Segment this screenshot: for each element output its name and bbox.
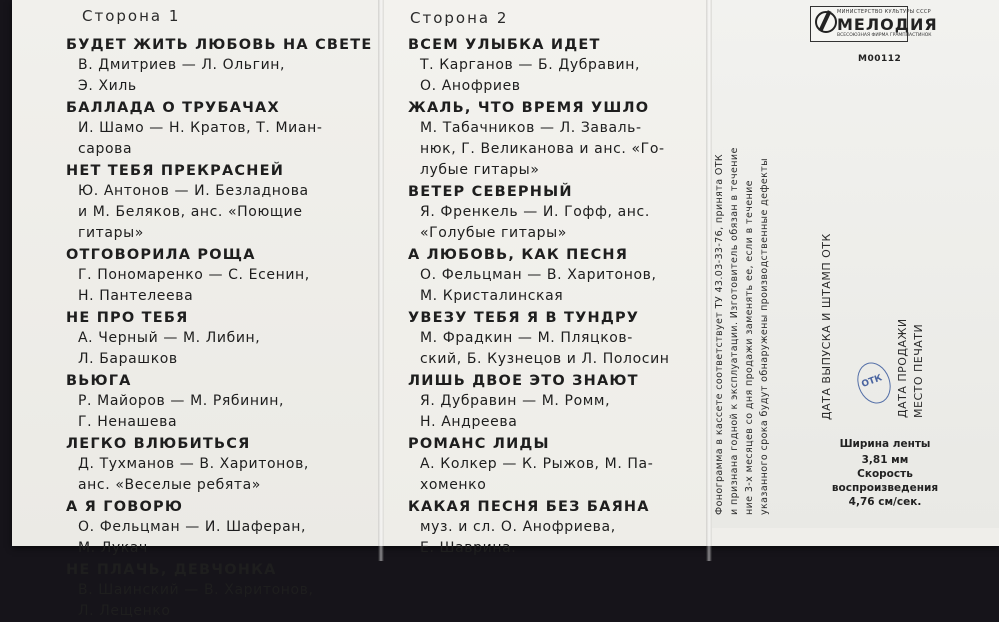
- track-credit: М. Лукач: [78, 540, 148, 556]
- track-credit: Н. Пантелеева: [78, 288, 194, 304]
- track-credit: Э. Хиль: [78, 78, 137, 94]
- track-title: ОТГОВОРИЛА РОЩА: [66, 247, 256, 263]
- track-credit: и М. Беляков, анс. «Поющие: [78, 204, 303, 220]
- track-credit: хоменко: [420, 477, 487, 493]
- release-date-label: ДАТА ВЫПУСКА И ШТАМП ОТК: [820, 233, 833, 420]
- track-credit: Н. Андреева: [420, 414, 518, 430]
- fold-line: [378, 0, 384, 561]
- logo-brand-text: МЕЛОДИЯ: [837, 15, 938, 34]
- track-credit: Ю. Антонов — И. Безладнова: [78, 183, 309, 199]
- logo-company-text: ВСЕСОЮЗНАЯ ФИРМА ГРАМПЛАСТИНОК: [837, 33, 932, 38]
- track-title: ЖАЛЬ, ЧТО ВРЕМЯ УШЛО: [408, 100, 650, 116]
- track-credit: нюк, Г. Великанова и анс. «Го-: [420, 141, 665, 157]
- track-title: НЕТ ТЕБЯ ПРЕКРАСНЕЙ: [66, 163, 285, 179]
- track-credit: М. Фрадкин — М. Пляцков-: [420, 330, 633, 346]
- track-credit: И. Шамо — Н. Кратов, Т. Миан-: [78, 120, 323, 136]
- track-credit: гитары»: [78, 225, 144, 241]
- track-credit: Л. Лещенко: [78, 603, 171, 619]
- sale-date-label: ДАТА ПРОДАЖИ: [896, 318, 909, 418]
- track-title: БАЛЛАДА О ТРУБАЧАХ: [66, 100, 280, 116]
- track-credit: Я. Дубравин — М. Ромм,: [420, 393, 611, 409]
- track-title: ВЬЮГА: [66, 373, 132, 389]
- notice-line: и признана годной к эксплуатации. Изготовитель обязан в течение: [729, 147, 740, 515]
- track-credit: О. Анофриев: [420, 78, 521, 94]
- track-title: ЛИШЬ ДВОЕ ЭТО ЗНАЮТ: [408, 373, 639, 389]
- track-credit: Я. Френкель — И. Гофф, анс.: [420, 204, 650, 220]
- otk-stamp-text: ОТК: [860, 373, 884, 390]
- speed-value: 4,76 см/сек.: [848, 496, 922, 508]
- track-credit: А. Черный — М. Либин,: [78, 330, 261, 346]
- track-credit: В. Шаинский — В. Харитонов,: [78, 582, 314, 598]
- track-credit: Л. Барашков: [78, 351, 178, 367]
- tape-width-value: 3,81 мм: [861, 454, 909, 466]
- track-credit: Д. Тухманов — В. Харитонов,: [78, 456, 309, 472]
- track-credit: «Голубые гитары»: [420, 225, 567, 241]
- track-credit: муз. и сл. О. Анофриева,: [420, 519, 616, 535]
- speed-label: Скорость: [857, 468, 913, 480]
- stamp-place-label: МЕСТО ПЕЧАТИ: [912, 323, 925, 418]
- notice-line: Фонограмма в кассете соответствует ТУ 43.03-33-76, принята ОТК: [714, 153, 725, 515]
- track-credit: лубые гитары»: [420, 162, 540, 178]
- track-title: КАКАЯ ПЕСНЯ БЕЗ БАЯНА: [408, 499, 650, 515]
- track-credit: анс. «Веселые ребята»: [78, 477, 261, 493]
- track-credit: М. Кристалинская: [420, 288, 564, 304]
- track-title: ЛЕГКО ВЛЮБИТЬСЯ: [66, 436, 251, 452]
- track-credit: О. Фельцман — И. Шаферан,: [78, 519, 307, 535]
- track-credit: Е. Шаврина.: [420, 540, 517, 556]
- track-title: БУДЕТ ЖИТЬ ЛЮБОВЬ НА СВЕТЕ: [66, 37, 373, 53]
- quality-notice: [712, 147, 772, 515]
- melodiya-logo-icon: [815, 11, 837, 33]
- track-title: НЕ ПЛАЧЬ, ДЕВЧОНКА: [66, 562, 277, 578]
- track-credit: сарова: [78, 141, 133, 157]
- catalog-number: М00112: [858, 54, 902, 64]
- track-title: НЕ ПРО ТЕБЯ: [66, 310, 189, 326]
- notice-line: ние 3-х месяцев со дня продажи заменять ее, если в течение: [744, 180, 755, 515]
- track-credit: М. Табачников — Л. Заваль-: [420, 120, 642, 136]
- side-one-title: Сторона 1: [82, 7, 181, 25]
- tape-width-label: Ширина ленты: [839, 438, 931, 450]
- track-credit: О. Фельцман — В. Харитонов,: [420, 267, 657, 283]
- track-credit: Р. Майоров — М. Рябинин,: [78, 393, 285, 409]
- logo-ministry-text: МИНИСТЕРСТВО КУЛЬТУРЫ СССР: [837, 9, 931, 15]
- track-title: А Я ГОВОРЮ: [66, 499, 184, 515]
- track-title: А ЛЮБОВЬ, КАК ПЕСНЯ: [408, 247, 629, 263]
- track-credit: Г. Пономаренко — С. Есенин,: [78, 267, 310, 283]
- speed-label-2: воспроизведения: [831, 482, 939, 494]
- side-two-title: Сторона 2: [410, 9, 509, 27]
- track-title: ВСЕМ УЛЫБКА ИДЕТ: [408, 37, 601, 53]
- track-title: УВЕЗУ ТЕБЯ Я В ТУНДРУ: [408, 310, 640, 326]
- track-title: РОМАНС ЛИДЫ: [408, 436, 550, 452]
- track-credit: А. Колкер — К. Рыжов, М. Па-: [420, 456, 654, 472]
- melodiya-logo: [810, 6, 938, 42]
- track-title: ВЕТЕР СЕВЕРНЫЙ: [408, 184, 573, 200]
- track-credit: В. Дмитриев — Л. Ольгин,: [78, 57, 286, 73]
- track-credit: ский, Б. Кузнецов и Л. Полосин: [420, 351, 670, 367]
- track-credit: Г. Ненашева: [78, 414, 178, 430]
- notice-line: указанного срока будут обнаружены производственные дефекты: [759, 157, 770, 515]
- track-credit: Т. Карганов — Б. Дубравин,: [420, 57, 641, 73]
